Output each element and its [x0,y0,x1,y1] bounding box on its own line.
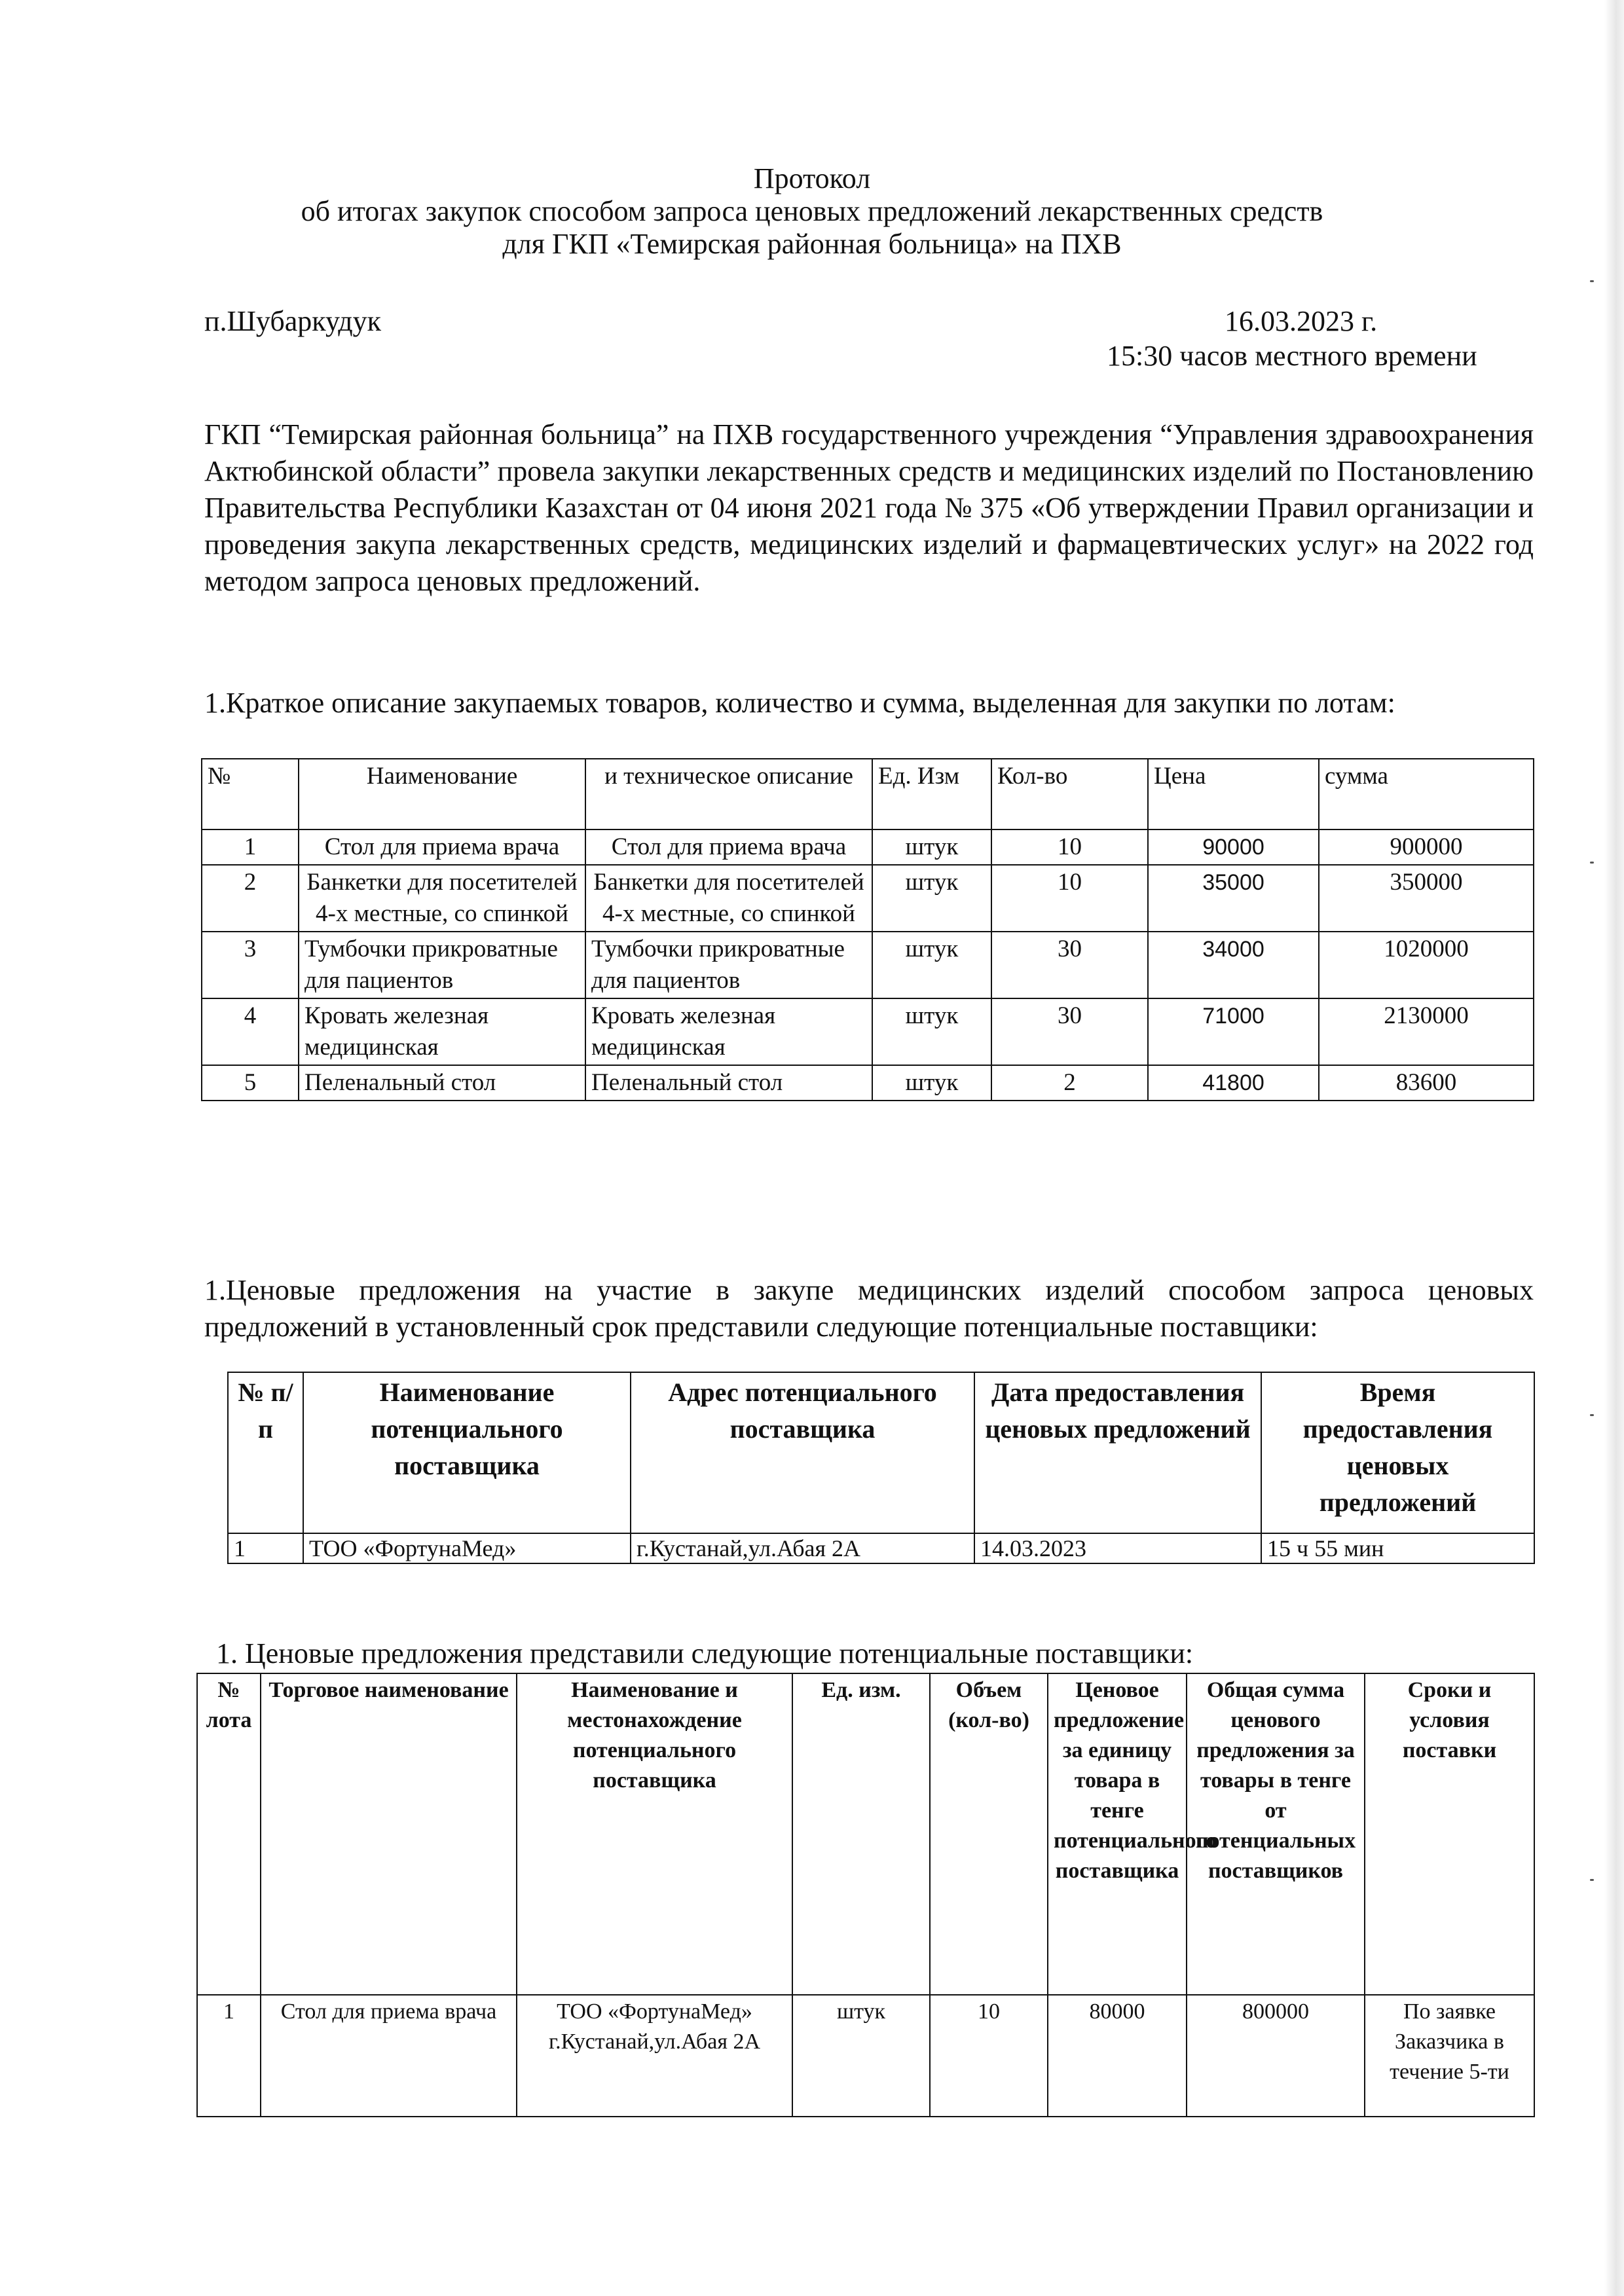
cell-unit: штук [872,829,991,865]
table-row [202,829,1534,865]
cell-submission-time: 15 ч 55 мин [1261,1533,1534,1563]
col-header-unit: Ед. Изм [872,759,991,829]
table-row [202,932,1534,998]
document-subtitle-line2: для ГКП «Темирская районная больница» на ПХВ [502,228,1122,260]
cell-price: 34000 [1148,932,1319,998]
document-date: 16.03.2023 г. [1225,305,1378,337]
cell-price: 41800 [1148,1065,1319,1101]
cell-unit: штук [872,998,991,1065]
cell-qty: 10 [930,1995,1048,2117]
cell-description: Банкетки для посетителей 4-х местные, со спинкой [585,865,872,932]
lots-table [201,758,1534,1101]
lots-table-header [202,759,1534,829]
cell-num: 4 [202,998,299,1065]
cell-qty: 2 [991,1065,1148,1101]
cell-name: Пеленальный стол [299,1065,585,1101]
cell-description: Стол для приема врача [585,829,872,865]
cell-unit: штук [872,1065,991,1101]
document-subtitle-line1: об итогах закупок способом запроса ценовых предложений лекарственных средств [301,195,1323,227]
cell-sum: 83600 [1319,1065,1534,1101]
col-header-submission-time: Время предоставления ценовых предложений [1261,1372,1534,1533]
document-place: п.Шубаркудук [204,305,382,337]
section1-heading: 1.Краткое описание закупаемых товаров, количество и сумма, выделенная для закупки по лотам: [204,687,1395,719]
col-header-supplier-address: Адрес потенциального поставщика [631,1372,974,1533]
document-title: Протокол [753,162,871,194]
col-header-qty: Объем (кол-во) [930,1673,1048,1995]
cell-submission-date: 14.03.2023 [974,1533,1261,1563]
col-header-submission-date: Дата предоставления ценовых предложений [974,1372,1261,1533]
cell-total: 800000 [1187,1995,1365,2117]
cell-description: Кровать железная медицинская [585,998,872,1065]
offers-table-header [197,1673,1534,1995]
cell-name: Банкетки для посетителей 4-х местные, со спинкой [299,865,585,932]
cell-sum: 2130000 [1319,998,1534,1065]
cell-qty: 10 [991,829,1148,865]
cell-description: Пеленальный стол [585,1065,872,1101]
scan-edge-shadow [1604,0,1624,2296]
section3-heading: 1. Ценовые предложения представили следующие потенциальные поставщики: [216,1637,1194,1669]
cell-unit: штук [792,1995,930,2117]
scan-speck [1590,280,1594,282]
cell-sum: 350000 [1319,865,1534,932]
cell-num: 3 [202,932,299,998]
cell-unit-price: 80000 [1048,1995,1187,2117]
cell-sum: 900000 [1319,829,1534,865]
col-header-trade-name: Торговое наименование [261,1673,517,1995]
cell-num: 5 [202,1065,299,1101]
scan-speck [1590,1414,1594,1416]
table-row [202,998,1534,1065]
cell-name: Тумбочки прикроватные для пациентов [299,932,585,998]
cell-terms: По заявке Заказчика в течение 5-ти [1365,1995,1534,2117]
cell-unit: штук [872,865,991,932]
col-header-total: Общая сумма ценового предложения за товары в тенге от потенциальных поставщиков [1187,1673,1365,1995]
col-header-description: и техническое описание [585,759,872,829]
col-header-num: № п/п [228,1372,303,1533]
cell-supplier-name: ТОО «ФортунаМед» [303,1533,631,1563]
cell-sum: 1020000 [1319,932,1534,998]
offers-table [196,1673,1535,2117]
scan-speck [1590,1879,1594,1881]
table-row [228,1533,1534,1563]
col-header-price: Цена [1148,759,1319,829]
cell-price: 90000 [1148,829,1319,865]
cell-num: 1 [228,1533,303,1563]
suppliers-table [227,1372,1535,1564]
cell-num: 2 [202,865,299,932]
col-header-name: Наименование [299,759,585,829]
cell-supplier: ТОО «ФортунаМед» г.Кустанай,ул.Абая 2А [517,1995,792,2117]
cell-description: Тумбочки прикроватные для пациентов [585,932,872,998]
scan-speck [1590,862,1594,864]
col-header-unit-price: Ценовое предложение за единицу товара в тенге потенциального поставщика [1048,1673,1187,1995]
cell-name: Кровать железная медицинская [299,998,585,1065]
cell-lot-num: 1 [197,1995,261,2117]
cell-num: 1 [202,829,299,865]
table-row [202,865,1534,932]
cell-unit: штук [872,932,991,998]
section2-heading: 1.Ценовые предложения на участие в закупе медицинских изделий способом запроса ценовых предложений в установленный срок представили следующие потенциальные поставщики: [204,1274,1534,1343]
col-header-qty: Кол-во [991,759,1148,829]
col-header-supplier: Наименование и местонахождение потенциального поставщика [517,1673,792,1995]
col-header-sum: сумма [1319,759,1534,829]
table-row [197,1995,1534,2117]
intro-paragraph: ГКП “Темирская районная больница” на ПХВ государственного учреждения “Управления здравоохранения Актюбинской области” провела закупки лекарственных средств и медицинских изделий по Постановлению Правительства Республики Казахстан от 04 июня 2021 года № 375 «Об утверждении Правил организации и проведения закупа лекарственных средств, медицинских изделий и фармацевтических услуг» на 2022 год методом запроса ценовых предложений. [204,418,1534,597]
document-time: 15:30 часов местного времени [1107,340,1477,372]
cell-trade-name: Стол для приема врача [261,1995,517,2117]
cell-qty: 10 [991,865,1148,932]
col-header-terms: Сроки и условия поставки [1365,1673,1534,1995]
col-header-supplier-name: Наименование потенциального поставщика [303,1372,631,1533]
table-row [202,1065,1534,1101]
cell-price: 35000 [1148,865,1319,932]
cell-supplier-address: г.Кустанай,ул.Абая 2А [631,1533,974,1563]
cell-price: 71000 [1148,998,1319,1065]
col-header-unit: Ед. изм. [792,1673,930,1995]
suppliers-table-header [228,1372,1534,1533]
col-header-num: № [202,759,299,829]
cell-name: Стол для приема врача [299,829,585,865]
cell-qty: 30 [991,932,1148,998]
col-header-lot-num: № лота [197,1673,261,1995]
cell-qty: 30 [991,998,1148,1065]
